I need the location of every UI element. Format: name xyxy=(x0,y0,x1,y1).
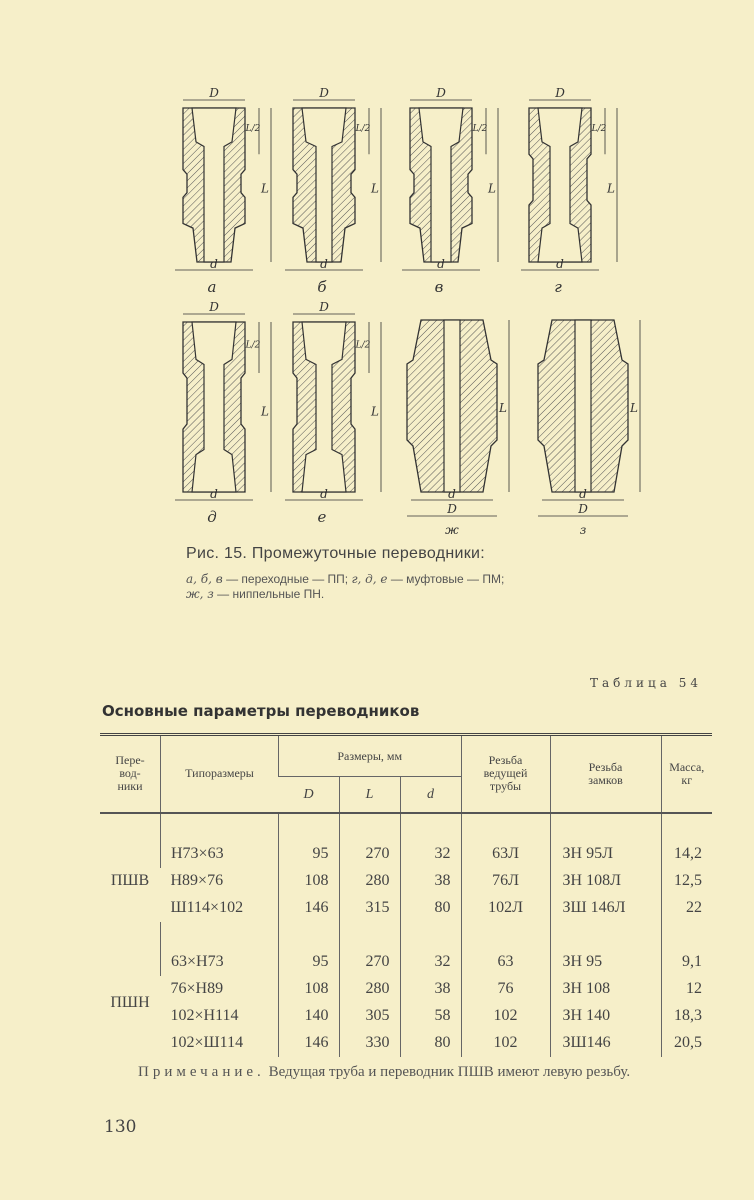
table-row xyxy=(100,1030,712,1057)
dimension-L-label: L xyxy=(371,404,379,419)
dimension-L2-label: L/2 xyxy=(591,124,607,135)
dimension-D-label: D xyxy=(447,502,457,516)
cell-D: 140 xyxy=(279,1003,340,1030)
cell-D: 108 xyxy=(279,976,340,1003)
dimension-L-label: L xyxy=(499,401,507,415)
table-row xyxy=(100,841,712,868)
table-row xyxy=(100,868,712,895)
adapters-figure xyxy=(0,0,754,540)
legend-text: — ниппельные ПН. xyxy=(213,587,325,601)
figure-legend xyxy=(186,572,504,602)
dimension-D-label: D xyxy=(209,86,219,100)
table-row xyxy=(100,976,712,1003)
cell-mass: 9,1 xyxy=(661,949,712,976)
dimension-L2-label: L/2 xyxy=(355,124,371,135)
dimension-L-label: L xyxy=(630,401,638,415)
dimension-D-label: D xyxy=(578,502,588,516)
cell-L: 280 xyxy=(339,868,400,895)
legend-text: — переходные — ПП; xyxy=(222,572,352,586)
dimension-D-label: D xyxy=(319,86,329,100)
dimension-d-label: d xyxy=(579,487,587,501)
cell-joint-thread: ЗШ 146Л xyxy=(550,895,661,922)
cell-size: Н89×76 xyxy=(170,872,224,889)
header-L: L xyxy=(339,777,400,813)
group-name: ПШВ xyxy=(110,872,150,889)
dimension-L-label: L xyxy=(261,181,269,196)
page-number: 130 xyxy=(104,1117,137,1137)
header-d: d xyxy=(400,777,461,813)
figure-label: а xyxy=(207,278,217,296)
table-title: Основные параметры переводников xyxy=(102,702,420,720)
dimension-L-label: L xyxy=(371,181,379,196)
note-text: Ведущая труба и переводник ПШВ имеют левую резьбу. xyxy=(264,1064,631,1080)
header-size: Типоразмеры xyxy=(161,735,279,813)
table-number: Таблица 54 xyxy=(590,676,702,690)
cell-joint-thread: ЗШ146 xyxy=(550,1030,661,1057)
table-row xyxy=(100,895,712,922)
cell-kelly-thread: 63 xyxy=(461,949,550,976)
cell-joint-thread: ЗН 140 xyxy=(550,1003,661,1030)
group-name: ПШН xyxy=(110,993,150,1011)
dimension-D-label: D xyxy=(319,300,329,314)
nipple-adapter-bore xyxy=(575,320,591,492)
cell-kelly-thread: 76 xyxy=(461,976,550,1003)
dimension-L-label: L xyxy=(261,404,269,419)
cell-kelly-thread: 102Л xyxy=(461,895,550,922)
header-type: Пере- вод- ники xyxy=(115,753,145,794)
header-kelly-thread: Резьба ведущей трубы xyxy=(461,735,550,813)
cell-d: 32 xyxy=(400,841,461,868)
cell-joint-thread: ЗН 95 xyxy=(550,949,661,976)
cell-d: 80 xyxy=(400,895,461,922)
dimension-L2-label: L/2 xyxy=(472,124,488,135)
header-D: D xyxy=(303,786,314,802)
figure-label: з xyxy=(579,523,587,537)
cell-joint-thread: ЗН 95Л xyxy=(550,841,661,868)
dimension-D-label: D xyxy=(209,300,219,314)
cell-D: 95 xyxy=(279,841,340,868)
cell-d: 58 xyxy=(400,1003,461,1030)
figure-label: ж xyxy=(445,523,459,537)
table-row xyxy=(100,949,712,976)
dimension-d-label: d xyxy=(556,257,564,271)
dimension-D-label: D xyxy=(555,86,565,100)
table-note xyxy=(102,1062,712,1082)
dimension-d-label: d xyxy=(448,487,456,501)
cell-d: 38 xyxy=(400,976,461,1003)
dimension-d-label: d xyxy=(437,257,445,271)
dimension-L2-label: L/2 xyxy=(245,340,261,351)
cell-D: 108 xyxy=(279,868,340,895)
note-label: Примечание. xyxy=(138,1064,265,1080)
header-dims: Размеры, мм xyxy=(279,735,462,777)
cell-size: 76×Н89 xyxy=(170,980,224,997)
cell-size: 102×Ш114 xyxy=(170,1034,244,1051)
dimension-L-label: L xyxy=(488,181,496,196)
cell-L: 270 xyxy=(339,841,400,868)
cell-size: Н73×63 xyxy=(161,841,279,868)
header-joint-thread: Резьба замков xyxy=(550,735,661,813)
cell-L: 330 xyxy=(339,1030,400,1057)
cell-joint-thread: ЗН 108 xyxy=(550,976,661,1003)
cell-L: 280 xyxy=(339,976,400,1003)
cell-d: 80 xyxy=(400,1030,461,1057)
dimension-d-label: d xyxy=(320,487,328,501)
parameters-table xyxy=(100,733,712,1057)
cell-L: 305 xyxy=(339,1003,400,1030)
cell-mass: 22 xyxy=(661,895,712,922)
figure-label: г xyxy=(554,278,562,296)
cell-L: 270 xyxy=(339,949,400,976)
dimension-L2-label: L/2 xyxy=(245,124,261,135)
dimension-d-label: d xyxy=(210,487,218,501)
legend-letters: г, д, е xyxy=(351,572,388,586)
dimension-L-label: L xyxy=(607,181,615,196)
cell-D: 146 xyxy=(279,895,340,922)
cell-kelly-thread: 102 xyxy=(461,1030,550,1057)
figure-label: е xyxy=(317,508,327,526)
cell-d: 38 xyxy=(400,868,461,895)
cell-mass: 12 xyxy=(661,976,712,1003)
cell-kelly-thread: 63Л xyxy=(461,841,550,868)
cell-size: 63×Н73 xyxy=(161,949,279,976)
cell-D: 146 xyxy=(279,1030,340,1057)
figure-label: б xyxy=(317,278,327,296)
figure-label: д xyxy=(207,508,217,526)
legend-letters: ж, з xyxy=(186,587,214,601)
figure-caption: Рис. 15. Промежуточные переводники: xyxy=(186,545,486,562)
dimension-d-label: d xyxy=(320,257,328,271)
nipple-adapter-bore xyxy=(444,320,460,492)
cell-size: Ш114×102 xyxy=(170,899,244,916)
dimension-L2-label: L/2 xyxy=(355,340,371,351)
cell-joint-thread: ЗН 108Л xyxy=(550,868,661,895)
dimension-d-label: d xyxy=(210,257,218,271)
legend-text: — муфтовые — ПМ; xyxy=(387,572,505,586)
cell-mass: 12,5 xyxy=(661,868,712,895)
cell-D: 95 xyxy=(279,949,340,976)
cell-mass: 18,3 xyxy=(661,1003,712,1030)
legend-letters: а, б, в xyxy=(186,572,223,586)
table-row xyxy=(100,1003,712,1030)
cell-d: 32 xyxy=(400,949,461,976)
figure-label: в xyxy=(434,278,444,296)
cell-kelly-thread: 76Л xyxy=(461,868,550,895)
dimension-D-label: D xyxy=(436,86,446,100)
cell-mass: 20,5 xyxy=(661,1030,712,1057)
cell-size: 102×Н114 xyxy=(170,1007,239,1024)
cell-L: 315 xyxy=(339,895,400,922)
cell-mass: 14,2 xyxy=(661,841,712,868)
header-mass: Масса, кг xyxy=(661,735,712,813)
cell-kelly-thread: 102 xyxy=(461,1003,550,1030)
